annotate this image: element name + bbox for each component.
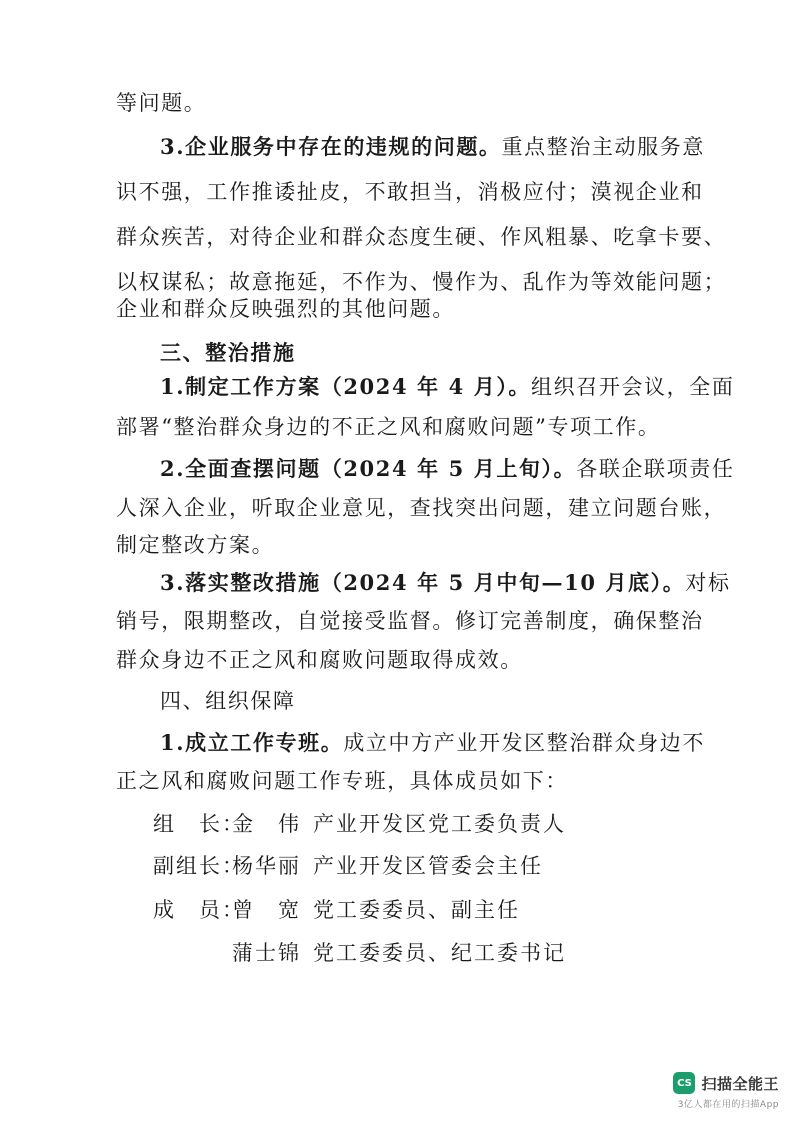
organization-1-line-1: 1.成立工作专班。成立中方产业开发区整治群众身边不 [160,730,705,755]
organization-1-heading: 1.成立工作专班。 [160,730,344,755]
measure-2-line-1: 2.全面查摆问题（2024 年 5 月上旬）。各联企联项责任 [160,456,735,481]
camscanner-logo-icon: CS [673,1072,695,1094]
member-name: 曾 宽 [232,898,301,922]
measure-3-line-1: 3.落实整改措施（2024 年 5 月中旬—10 月底）。对标 [160,570,731,595]
text-line: 等问题。 [116,91,207,115]
member-title: 产业开发区党工委负责人 [313,812,566,836]
paragraph-3-line-5: 企业和群众反映强烈的其他问题。 [116,297,455,321]
paragraph-3-line-2: 识不强，工作推诿扯皮，不敢担当，消极应付；漠视企业和 [116,180,704,204]
section-4-title: 四、组织保障 [160,689,296,713]
paragraph-3-line-4: 以权谋私；故意拖延，不作为、慢作为、乱作为等效能问题； [116,270,727,294]
measure-1-line-1: 1.制定工作方案（2024 年 4 月）。组织召开会议，全面 [160,374,735,399]
member-name: 金 伟 [232,812,301,836]
member-title: 产业开发区管委会主任 [313,854,543,878]
measure-3-line-2: 销号，限期整改，自觉接受监督。修订完善制度，确保整治 [116,609,704,633]
measure-3-line-3: 群众身边不正之风和腐败问题取得成效。 [116,648,523,672]
watermark-app-name: 扫描全能王 [701,1074,779,1093]
member-title: 党工委委员、副主任 [313,898,520,922]
paragraph-3-heading: 3.企业服务中存在的违规的问题。 [160,134,502,159]
measure-2-line-2: 人深入企业，听取企业意见，查找突出问题，建立问题台账， [116,496,727,520]
measure-2-line-3: 制定整改方案。 [116,533,275,557]
watermark-slogan: 3亿人都在用的扫描App [677,1100,779,1110]
member-role: 成 员： [153,898,245,922]
section-3-title: 三、整治措施 [160,340,296,365]
member-name: 蒲士锦 [232,941,301,965]
member-title: 党工委委员、纪工委书记 [313,941,566,965]
watermark-brand [673,1072,779,1094]
paragraph-3-line-3: 群众疾苦，对待企业和群众态度生硬、作风粗暴、吃拿卡要、 [116,225,727,249]
measure-2-heading: 2.全面查摆问题（2024 年 5 月上旬）。 [160,456,577,481]
measure-1-line-2: 部署“整治群众身边的不正之风和腐败问题”专项工作。 [116,415,661,439]
paragraph-3-line-1: 3.企业服务中存在的违规的问题。重点整治主动服务意 [160,134,705,159]
measure-3-heading: 3.落实整改措施（2024 年 5 月中旬—10 月底）。 [160,570,686,595]
member-role: 组 长： [153,812,245,836]
measure-1-heading: 1.制定工作方案（2024 年 4 月）。 [160,374,532,399]
member-role: 副组长： [153,854,245,878]
member-name: 杨华丽 [232,854,301,878]
organization-1-line-2: 正之风和腐败问题工作专班，具体成员如下： [116,769,568,793]
scanner-watermark [673,1072,779,1110]
